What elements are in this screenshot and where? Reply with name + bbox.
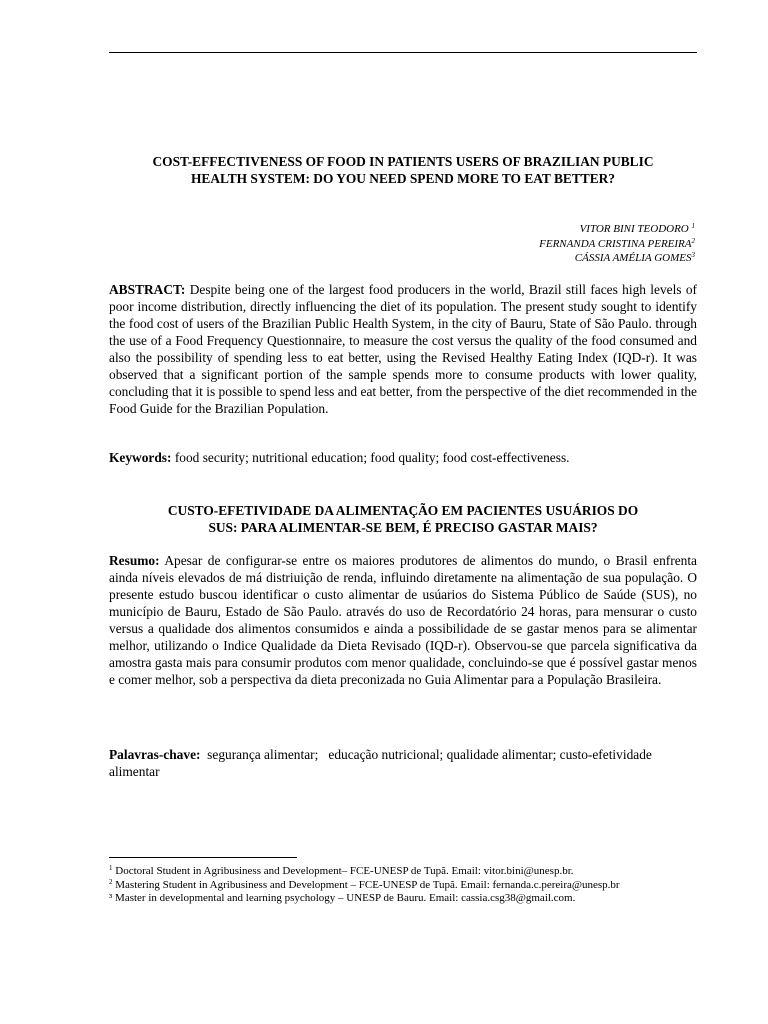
abstract-label: ABSTRACT: bbox=[109, 282, 186, 297]
portuguese-title bbox=[100, 502, 706, 536]
english-title-line: COST-EFFECTIVENESS OF FOOD IN PATIENTS USERS OF BRAZILIAN PUBLIC bbox=[152, 154, 654, 169]
portuguese-keywords bbox=[109, 746, 684, 780]
footnote-marker: 1 bbox=[691, 222, 695, 230]
portuguese-title-line: SUS: PARA ALIMENTAR-SE BEM, É PRECISO GASTAR MAIS? bbox=[208, 520, 598, 535]
palavras-chave-label: Palavras-chave: bbox=[109, 747, 201, 762]
author-name: VITOR BINI TEODORO $^1$ bbox=[579, 222, 695, 235]
keywords-text: food security; nutritional education; food quality; food cost-effectiveness. bbox=[171, 450, 570, 465]
footnote-item: $^2$ Mastering Student in Agribusiness and Development – FCE-UNESP de Tupã. Email: fernanda.c.pereira@unesp.br bbox=[109, 877, 620, 891]
footnote-marker: 1 bbox=[109, 864, 113, 872]
footnote-marker: 2 bbox=[109, 877, 113, 886]
footnote-rule bbox=[109, 857, 297, 858]
abstract-text: Despite being one of the largest food producers in the world, Brazil still faces high levels of poor income distribution, directly influencing the diet of its population. The present study sought to identify the food cost of users of the Brazilian Public Health System, in the city of Bauru, State of São Paulo. through the use of a Food Frequency Questionnaire, to measure the cost versus the quality of the food consumed and also the possibility of spending less to eat better, using the Revised Healthy Eating Index (IQD-r). It was observed that a significant portion of the sample spends more to consume products with lower quality, concluding that it is possible to spend less and eat better, from the perspective of the diet recommended in the Food Guide for the Brazilian Population. bbox=[109, 282, 697, 416]
footnotes bbox=[109, 865, 699, 906]
english-title bbox=[100, 153, 706, 187]
portuguese-title-line: CUSTO-EFETIVIDADE DA ALIMENTAÇÃO EM PACIENTES USUÁRIOS DO bbox=[167, 503, 639, 518]
author-list bbox=[539, 222, 695, 266]
english-keywords bbox=[109, 449, 697, 466]
portuguese-abstract bbox=[109, 552, 697, 688]
keywords-label: Keywords: bbox=[109, 450, 172, 465]
english-title-line: HEALTH SYSTEM: DO YOU NEED SPEND MORE TO EAT BETTER? bbox=[190, 171, 615, 186]
resumo-text: Apesar de configurar-se entre os maiores produtores de alimentos do mundo, o Brasil enfrenta ainda níveis elevados de má distriuição de renda, influindo diretamente na alimentação de sua população. O presente estudo buscou identificar o custo alimentar de usúarios do Sistema Público de Saúde (SUS), no município de Bauru, Estado de São Paulo. através do uso de Recordatório 24 horas, para mensurar o custo versus a qualidade dos alimentos consumidos e ainda a possibilidade de se gastar menos para se alimentar melhor, utilizando o Indice Qualidade da Dieta Revisado (IQD-r). Observou-se que parcela significativa da amostra gasta mais para consumir produtos com menor qualidade, concluindo-se que é possível gastar menos e comer melhor, sob a perspectiva da dieta preconizada no Guia Alimentar para a População Brasileira. bbox=[109, 553, 697, 687]
resumo-label: Resumo: bbox=[109, 553, 160, 568]
author-name: FERNANDA CRISTINA PEREIRA$^2$ bbox=[539, 236, 695, 250]
header-rule bbox=[109, 52, 697, 53]
footnote-item: ³ Master in developmental and learning psychology – UNESP de Bauru. Email: cassia.csg38@gmail.com. bbox=[109, 892, 576, 904]
footnote-marker: 2 bbox=[691, 236, 695, 245]
palavras-chave-text: segurança alimentar; educação nutricional; qualidade alimentar; custo-efetividade alimentar bbox=[109, 747, 659, 779]
footnote-item: $^1$ Doctoral Student in Agribusiness and Development– FCE-UNESP de Tupã. Email: vitor.bini@unesp.br. bbox=[109, 864, 574, 877]
author-name: CÁSSIA AMÉLIA GOMES$^3$ bbox=[574, 251, 695, 264]
footnote-marker: 3 bbox=[691, 251, 695, 259]
english-abstract bbox=[109, 281, 697, 417]
